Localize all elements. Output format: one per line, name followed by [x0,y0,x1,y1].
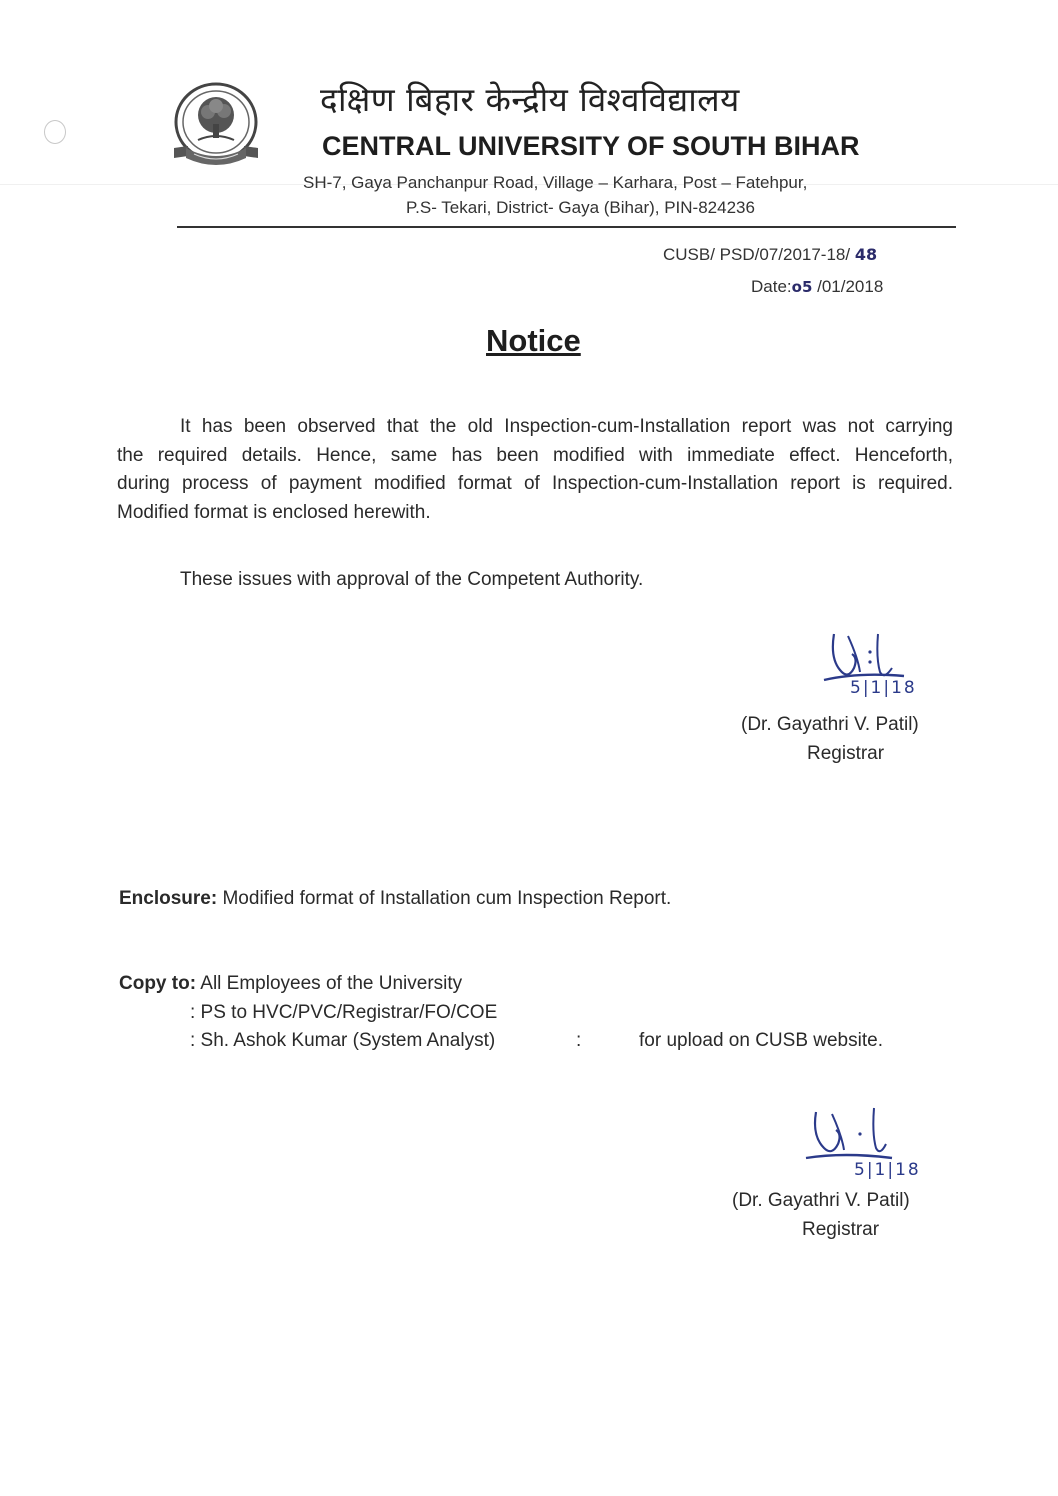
enclosure-text: Modified format of Installation cum Inspection Report. [217,888,672,909]
reference-number [663,245,877,265]
date-rest: /01/2018 [812,277,884,296]
enclosure-line [119,888,671,910]
university-emblem-icon [168,82,264,168]
university-name-english: CENTRAL UNIVERSITY OF SOUTH BIHAR [322,131,860,161]
paragraph-line: It has been observed that the old Inspection-cum-Installation report was not carrying [180,416,953,437]
address-line-1: SH-7, Gaya Panchanpur Road, Village – Karhara, Post – Fatehpur, [303,173,808,192]
signature-2-name: (Dr. Gayathri V. Patil) [732,1190,910,1211]
signature-1-designation: Registrar [807,743,885,764]
signature-1-date: 5|1|18 [850,678,917,698]
signature-1-name: (Dr. Gayathri V. Patil) [741,714,919,735]
notice-paragraph-1 [117,413,953,527]
copy-to-recipient-1: All Employees of the University [196,973,463,994]
letterhead-divider [177,226,956,228]
copy-to-recipient-2: : PS to HVC/PVC/Registrar/FO/COE [190,1002,498,1023]
copy-to-label: Copy to: [119,973,197,994]
date-label: Date: [751,277,792,296]
university-name-hindi: दक्षिण बिहार केन्द्रीय विश्वविद्यालय [320,80,740,119]
reference-handwritten-number: 48 [854,245,878,264]
paragraph-line: the required details. Hence, same has been modified with immediate effect. Henceforth, [117,444,953,466]
copy-to-recipient-3: : Sh. Ashok Kumar (System Analyst) [190,1030,496,1051]
signature-2-date: 5|1|18 [854,1160,921,1180]
copy-to-separator: : [576,1030,582,1051]
copy-to-purpose: for upload on CUSB website. [639,1030,883,1051]
enclosure-label: Enclosure: [119,888,218,909]
address-line-2: P.S- Tekari, District- Gaya (Bihar), PIN-824236 [406,198,755,217]
signature-2-designation: Registrar [802,1219,880,1240]
notice-paragraph-2: These issues with approval of the Competent Authority. [180,569,644,590]
reference-prefix: CUSB/ PSD/07/2017-18/ [663,245,855,264]
notice-title: Notice [486,323,581,358]
notice-date [751,277,883,297]
punch-hole-mark [44,120,66,144]
paragraph-line: during process of payment modified format of Inspection-cum-Installation report is required. [117,473,953,494]
date-day-handwritten: o5 [791,278,813,296]
paragraph-line: Modified format is enclosed herewith. [117,501,431,523]
copy-to-line-1 [119,973,462,995]
